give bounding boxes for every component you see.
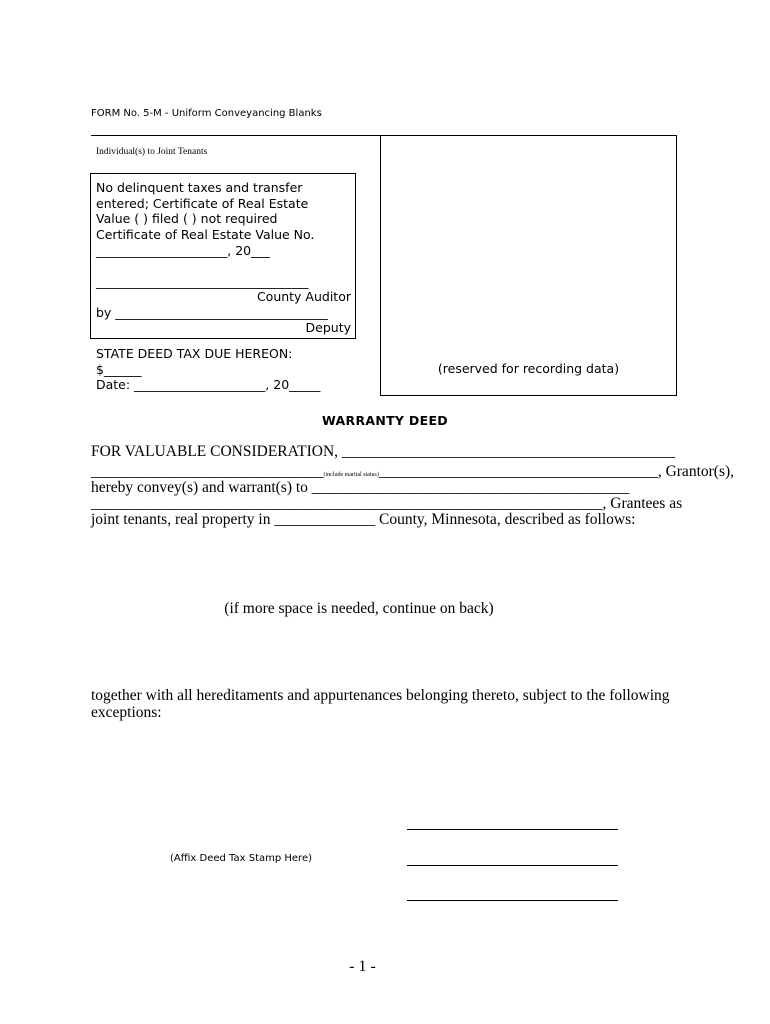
grantor-blank-2: ____________________________________, Grantor(s), [378, 463, 735, 480]
deputy-label: Deputy [305, 320, 351, 335]
recording-data-box [380, 135, 677, 396]
auditor-line-2: entered; Certificate of Real Estate [96, 196, 309, 211]
auditor-line-1: No delinquent taxes and transfer [96, 180, 303, 195]
form-number: FORM No. 5-M - Uniform Conveyancing Blanks [91, 108, 322, 119]
more-space-note: (if more space is needed, continue on back) [224, 600, 494, 617]
consideration-line: FOR VALUABLE CONSIDERATION, ___________________________________________ [91, 443, 676, 460]
exceptions-label: exceptions: [91, 704, 162, 721]
grantor-blank-1: ______________________________ [91, 463, 324, 480]
hereditaments-line: together with all hereditaments and appurtenances belonging thereto, subject to the following [91, 687, 670, 704]
property-county-line: joint tenants, real property in _____________ County, Minnesota, described as follows: [91, 511, 636, 528]
marital-status-note: (include marital status) [323, 472, 379, 478]
auditor-line-3: Value ( ) filed ( ) not required [96, 211, 278, 226]
auditor-signature-blank: __________________________________ [96, 274, 309, 289]
form-type-label: Individual(s) to Joint Tenants [96, 147, 208, 157]
deed-tax-heading: STATE DEED TAX DUE HEREON: [96, 346, 293, 361]
signature-line-2 [407, 865, 618, 866]
deed-tax-date: Date: _____________________, 20_____ [96, 377, 321, 392]
recording-data-label: (reserved for recording data) [437, 361, 620, 376]
auditor-line-4: Certificate of Real Estate Value No. [96, 227, 315, 242]
county-auditor-label: County Auditor [256, 289, 351, 304]
auditor-certificate-box [90, 173, 356, 339]
tax-stamp-label: (Affix Deed Tax Stamp Here) [170, 853, 312, 864]
signature-line-3 [407, 900, 618, 901]
deed-tax-amount: $______ [96, 362, 142, 377]
signature-line-1 [407, 829, 618, 830]
deputy-signature-blank: by __________________________________ [96, 305, 328, 320]
certificate-date-blank: _____________________, 20___ [96, 243, 270, 258]
deed-title: WARRANTY DEED [322, 413, 448, 428]
grantee-line: hereby convey(s) and warrant(s) to _________________________________________ [91, 479, 630, 496]
grantees-as-line: __________________________________________________________________, Grantees as [91, 495, 683, 512]
page-number: - 1 - [349, 958, 376, 975]
